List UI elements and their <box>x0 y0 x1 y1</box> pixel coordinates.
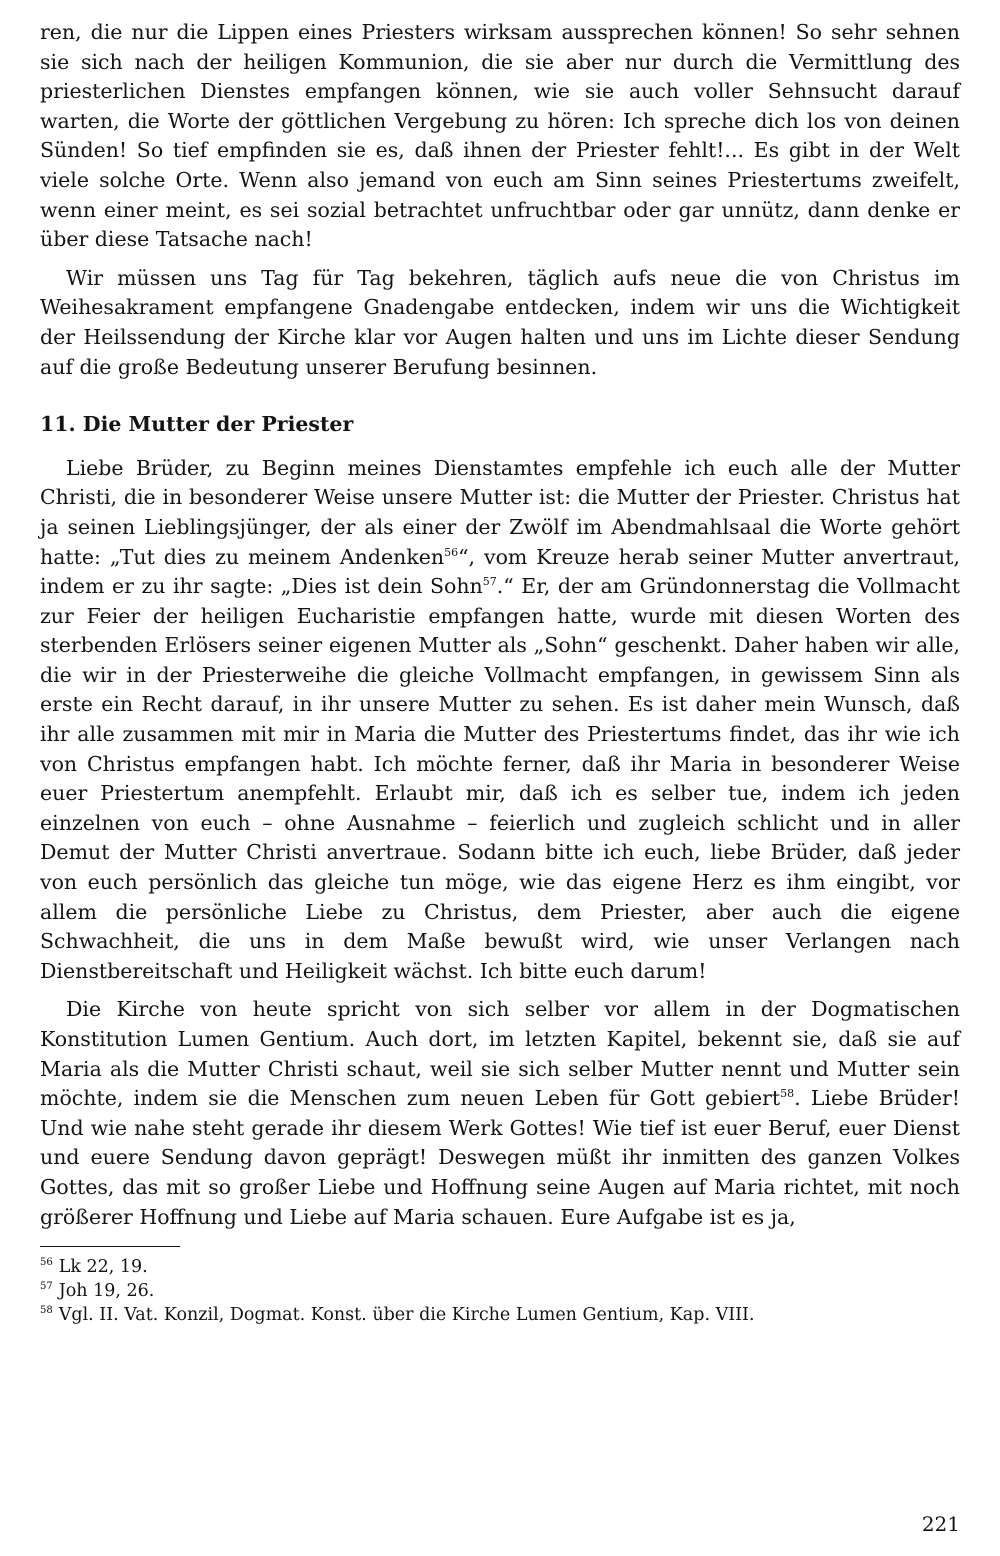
footnote-number: 56 <box>40 1257 53 1269</box>
paragraph-text: . Liebe Brüder! Und wie nahe steht gerade ihr diesem Werk Gottes! Wie tief ist euer Beruf, euer Dienst und euere Sendung davon geprägt! Deswegen müßt ihr inmitten des ganzen Volkes Gottes, das mit so großer Liebe und Hoffnung seine Augen auf Maria richtet, mit noch größerer Hoffnung und Liebe auf Maria schauen. Eure Aufgabe ist es ja, <box>40 1086 960 1229</box>
footnote-56 <box>40 1255 960 1279</box>
footnote-text: Lk 22, 19. <box>58 1257 148 1278</box>
section-heading: 11. Die Mutter der Priester <box>40 412 354 437</box>
footnote-ref-58: 58 <box>780 1087 795 1101</box>
footnote-number: 57 <box>40 1281 53 1293</box>
footnote-ref-56: 56 <box>444 545 459 559</box>
footnote-text: Joh 19, 26. <box>58 1281 155 1302</box>
body-paragraph-3 <box>40 454 960 987</box>
footnotes <box>40 1255 960 1327</box>
footnote-number: 58 <box>40 1305 53 1317</box>
footnote-58 <box>40 1303 960 1327</box>
paragraph-text: Die Kirche von heute spricht von sich selber vor allem in der Dogmatischen Konstitution Lumen Gentium. Auch dort, im letzten Kapitel, bekennt sie, daß sie auf Maria als die Mutter Christi schaut, weil sie sich selber Mutter nennt und Mutter sein möchte, indem sie die Menschen zum neuen Leben für Gott gebiert <box>40 997 960 1111</box>
body-paragraph-1: ren, die nur die Lippen eines Priesters wirksam aussprechen können! So sehr sehnen sie sich nach der heiligen Kommunion, die sie aber nur durch die Vermittlung des priesterlichen Dienstes empfangen können, wie sie auch voller Sehnsucht darauf warten, die Worte der göttlichen Vergebung zu hören: Ich spreche dich los von deinen Sünden! So tief empfinden sie es, daß ihnen der Priester fehlt!... Es gibt in der Welt viele solche Orte. Wenn also jemand von euch am Sinn seines Priestertums zweifelt, wenn einer meint, es sei sozial betrachtet unfruchtbar oder gar unnütz, dann denke er über diese Tatsache nach! <box>40 20 960 252</box>
paragraph-text: “, vom Kreuze herab seiner Mutter anvertraut, indem er zu ihr sagte: „Dies ist dein Sohn <box>40 544 960 599</box>
footnote-57 <box>40 1279 960 1303</box>
page-number: 221 <box>921 1512 960 1536</box>
body-paragraph-4 <box>40 995 960 1232</box>
paragraph-text: .“ Er, der am Gründonnerstag die Vollmacht zur Feier der heiligen Eucharistie empfangen hatte, wurde mit diesen Worten des sterbenden Erlösers seiner eigenen Mutter als „Sohn“ geschenkt. Daher haben wir alle, die wir in der Priesterweihe die gleiche Vollmacht empfangen, in gewissem Sinn als erste ein Recht darauf, in ihr unsere Mutter zu sehen. Es ist daher mein Wunsch, daß ihr alle zusammen mit mir in Maria die Mutter des Priestertums findet, das ihr wie ich von Christus empfangen habt. Ich möchte ferner, daß ihr Maria in besonderer Weise euer Priestertum anempfehlt. Erlaubt mir, daß ich es selber tue, indem ich jeden einzelnen von euch – ohne Ausnahme – feierlich und zugleich schlicht und in aller Demut der Mutter Christi anvertraue. Sodann bitte ich euch, liebe Brüder, daß jeder von euch persönlich das gleiche tun möge, wie das eigene Herz es ihm eingibt, vor allem die persönliche Liebe zu Christus, dem Priester, aber auch die eigene Schwachheit, die uns in dem Maße bewußt wird, wie unser Verlangen nach Dienstbereitschaft und Heiligkeit wächst. Ich bitte euch darum! <box>40 574 960 983</box>
paragraph-text: Liebe Brüder, zu Beginn meines Dienstamtes empfehle ich euch alle der Mutter Christi, die in besonderer Weise unsere Mutter ist: die Mutter der Priester. Christus hat ja seinen Lieblingsjünger, der als einer der Zwölf im Abendmahlsaal die Worte gehört hatte: „Tut dies zu meinem Andenken <box>40 455 960 569</box>
footnote-divider <box>40 1246 180 1247</box>
footnote-ref-57: 57 <box>482 575 497 589</box>
footnote-text: Vgl. II. Vat. Konzil, Dogmat. Konst. über die Kirche Lumen Gentium, Kap. VIII. <box>58 1305 755 1326</box>
body-paragraph-2: Wir müssen uns Tag für Tag bekehren, täglich aufs neue die von Christus im Weihesakrament empfangene Gnadengabe entdecken, indem wir uns die Wichtigkeit der Heilssendung der Kirche klar vor Augen halten und uns im Lichte dieser Sendung auf die große Bedeutung unserer Berufung besinnen. <box>40 265 960 379</box>
